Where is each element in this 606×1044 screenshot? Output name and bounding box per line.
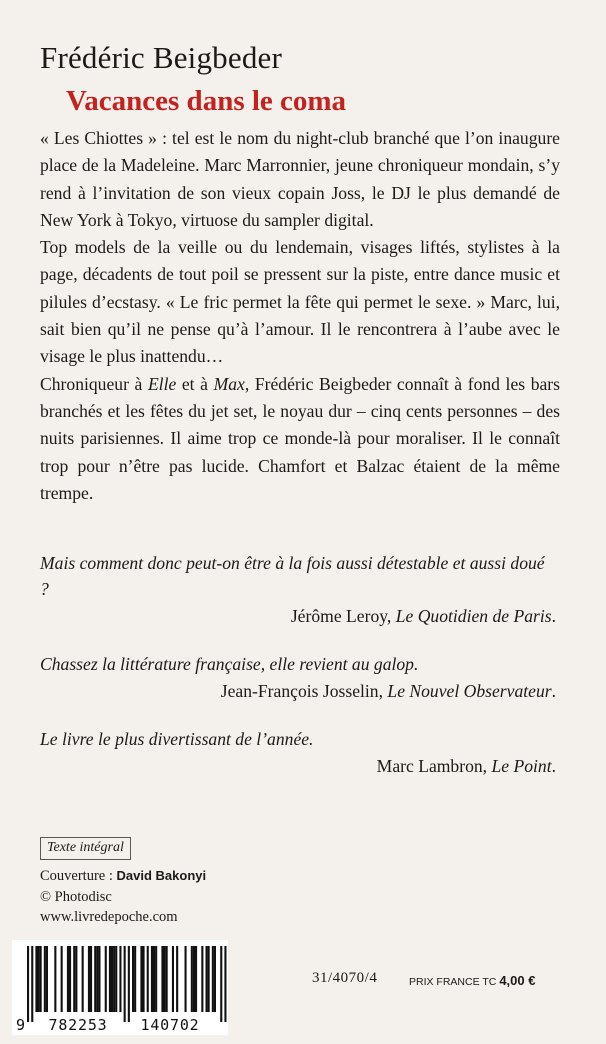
price-label: PRIX FRANCE TC [409,976,497,988]
quote-attribution [40,678,556,704]
barcode-bar [73,946,75,1012]
magazine-elle: Elle [147,373,177,394]
barcode-bar [206,946,208,1012]
blurb-p3-part-c: , Frédéric Beigbeder connaît à fond les bars branchés et les fêtes du jet set, le noyau dur – cinq cents personnes – des nuits parisiennes. Il aime trop ce monde-là pour moraliser. Il le connaît trop pour n’être pas lucide. Chamfort et Balzac étaient de la même trempe. [40,373,561,503]
barcode-bar [105,946,107,1012]
isbn-barcode [12,940,228,1035]
barcode-bar [44,946,46,1012]
magazine-max: Max [213,373,245,394]
barcode-bar [119,946,121,1012]
barcode-bar [220,946,222,1022]
cover-designer: David Bakonyi [116,868,207,883]
barcode-bar [193,946,195,1012]
barcode-bar [115,946,117,1012]
quote-end: . [551,606,556,626]
barcode-bar [212,946,214,1012]
quote-attribution [40,603,556,629]
barcode-bar [128,946,130,1022]
blurb-p3-part-a: Chroniqueur à [40,373,148,394]
barcode-bar [151,946,153,1012]
barcode-bar [132,946,134,1012]
blurb-paragraph-2: Top models de la veille ou du lendemain, visages liftés, stylistes à la page, décadents de tout poil se pressent sur la piste, entre dance music et pilules d’ecstasy. « Le fric permet la fête qui permet le sexe. » Marc, lui, sait bien qu’il ne pense qu’à l’amour. Il le rencontrera à l’aube avec le visage le plus inattendu… [40,237,560,367]
cover-credits [40,866,206,928]
barcode-bar [124,946,126,1022]
quote-attribution [40,753,556,779]
photo-credit: © Photodisc [40,888,112,905]
barcode-bar [96,946,98,1012]
barcode-bar [155,946,157,1012]
quote-end: . [551,756,556,776]
author-name: Frédéric Beigbeder [40,40,283,75]
cover-credit-label: Couverture : [40,868,117,884]
quote-text: Mais comment donc peut-on être à la fois aussi détestable et aussi doué ? [40,553,545,599]
barcode-left-digits: 782253 [48,1016,108,1034]
barcode-bar [88,946,90,1012]
barcode-bar [166,946,168,1012]
quote-text: Le livre le plus divertissant de l’année. [40,729,314,749]
quote-end: . [551,681,556,701]
quote-author: Jean-François Josselin, [220,681,388,701]
press-quote [40,726,556,779]
book-blurb [40,125,560,507]
barcode-bar [113,946,115,1012]
barcode-bar [54,946,56,1012]
barcode-bar [75,946,77,1012]
barcode-bar [224,946,226,1022]
barcode-bar [134,946,136,1012]
cover-credit-line [40,866,206,887]
barcode-bar [153,946,155,1012]
quote-author: Marc Lambron, [376,756,492,776]
barcode-bar [176,946,178,1012]
barcode-bar [61,946,63,1012]
quote-publication: Le Quotidien de Paris [395,606,552,626]
integral-text-label: Texte intégral [40,837,131,860]
barcode-bar [140,946,142,1012]
barcode-lead-digit: 9 [16,1016,26,1034]
blurb-paragraph-3 [40,371,560,507]
publisher-website: www.livredepoche.com [40,909,178,925]
barcode-bar [38,946,40,1012]
barcode-bar [214,946,216,1012]
blurb-paragraph-1: « Les Chiottes » : tel est le nom du night-club branché que l’on inaugure place de la Madeleine. Marc Marronnier, jeune chroniqueur mondain, s’y rend à l’invitation de son vieux copain Joss, le DJ le plus demandé de New York à Tokyo, virtuose du sampler digital. [40,128,560,230]
barcode-bar [35,946,37,1012]
press-quote [40,550,556,629]
barcode-bar [31,946,33,1022]
quote-publication: Le Point [491,756,552,776]
price-tag [409,973,535,988]
barcode-bar [185,946,187,1012]
barcode-graphic [12,940,228,1035]
barcode-bar [67,946,69,1012]
book-title: Vacances dans le coma [66,85,347,117]
quote-publication: Le Nouvel Observateur [387,681,552,701]
barcode-bar [195,946,197,1012]
barcode-bar [143,946,145,1012]
barcode-bar [201,946,203,1012]
catalog-number: 31/4070/4 [312,970,378,986]
barcode-bar [40,946,42,1012]
barcode-bar [82,946,84,1012]
barcode-bar [191,946,193,1012]
barcode-bar [90,946,92,1012]
blurb-p3-part-b: et à [176,373,214,394]
barcode-bar [27,946,29,1022]
press-quote [40,651,556,704]
quote-text: Chassez la littérature française, elle revient au galop. [40,654,419,674]
press-quotes [40,550,556,801]
barcode-bar [147,946,149,1012]
barcode-bar [98,946,100,1012]
price-amount: 4,00 € [499,973,536,988]
barcode-bar [164,946,166,1012]
barcode-bar [111,946,113,1012]
barcode-bar [208,946,210,1012]
barcode-bar [46,946,48,1012]
barcode-bar [172,946,174,1012]
barcode-bar [161,946,163,1012]
barcode-bar [94,946,96,1012]
quote-author: Jérôme Leroy, [290,606,396,626]
barcode-bar [109,946,111,1012]
barcode-bar [69,946,71,1012]
barcode-right-digits: 140702 [140,1016,200,1034]
